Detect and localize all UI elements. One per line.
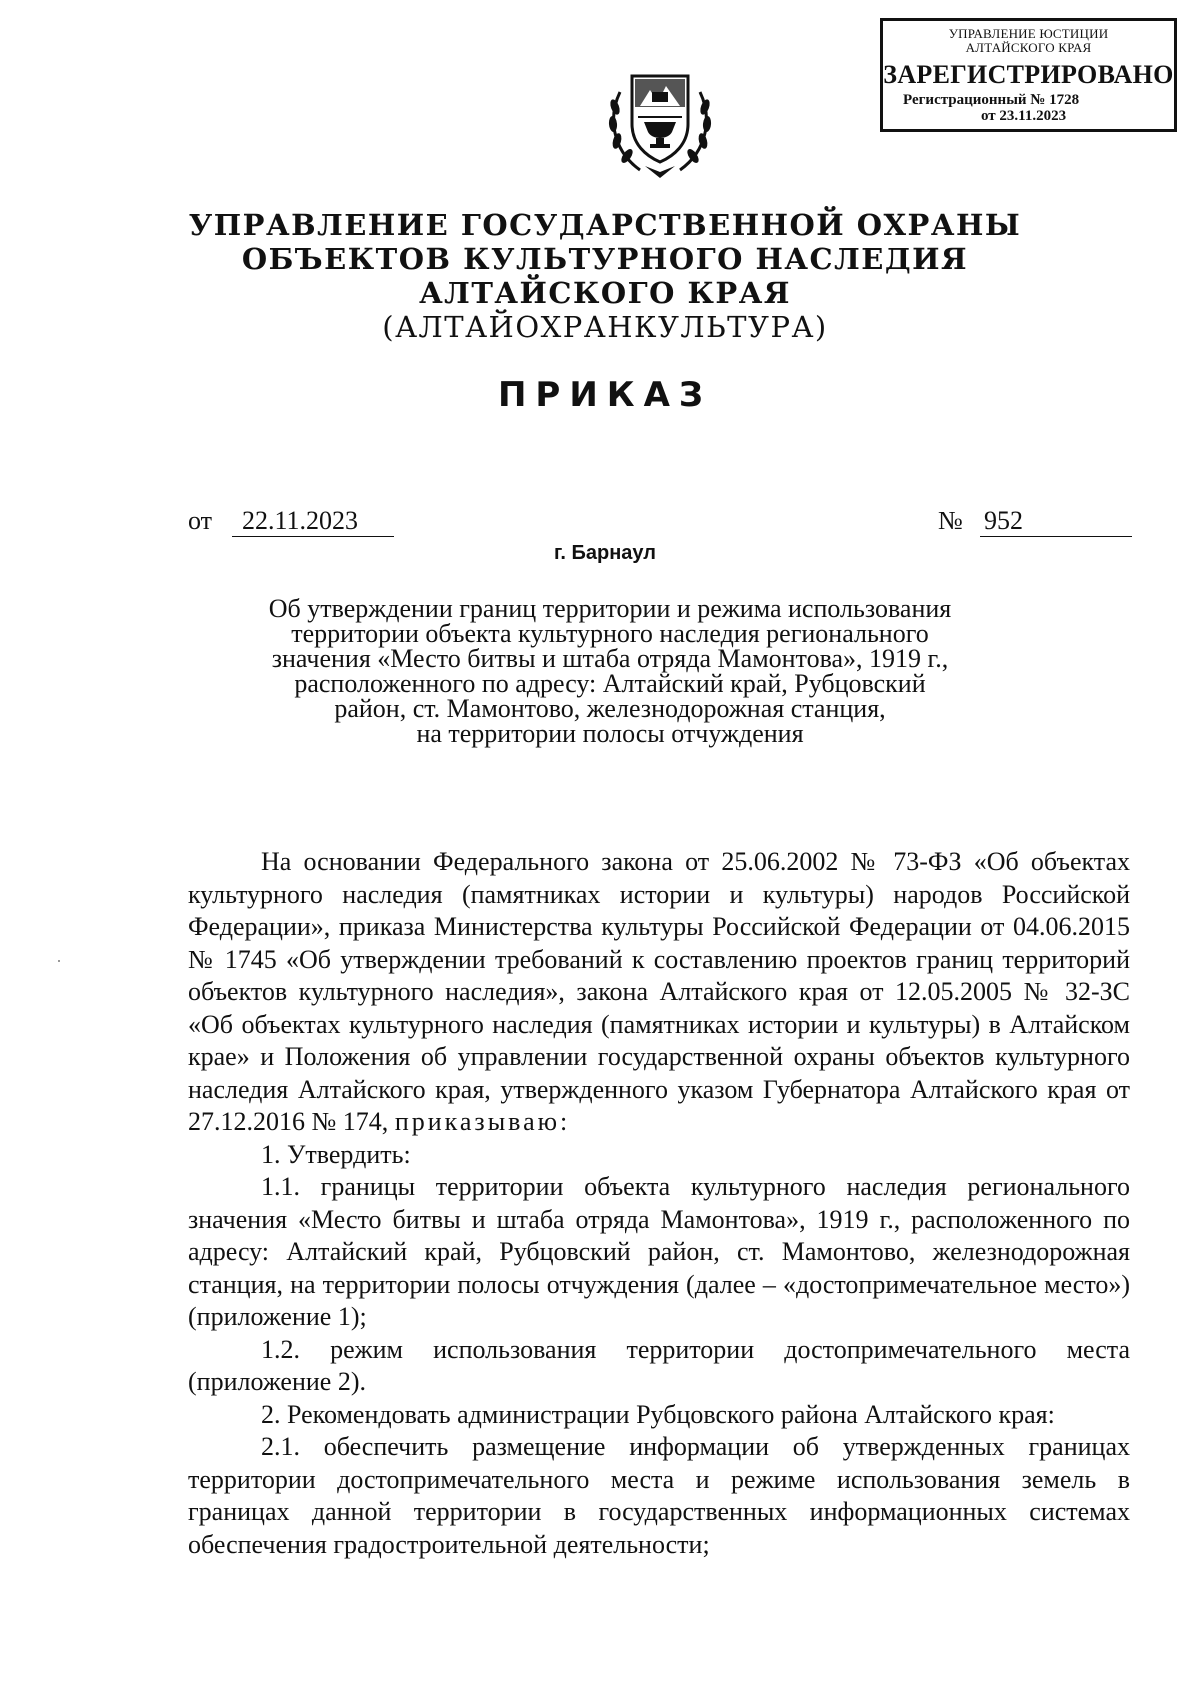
- document-subject: [250, 596, 970, 746]
- preamble-text: На основании Федерального закона от 25.06.2002 № 73-ФЗ «Об объектах культурного наследия (памятниках истории и культуры) народов Российской Федерации», приказа Министерства культуры Российской Федерации от 04.06.2015 № 1745 «Об утверждении требований к составлению проектов границ территорий объектов культурного наследия», закона Алтайского края от 12.05.2005 № 32-ЗС «Об объектах культурного наследия (памятниках истории и культуры) в Алтайском крае» и Положения об управлении государственной охраны объектов культурного наследия Алтайского края, утвержденного указом Губернатора Алтайского края от 27.12.2016 № 174,: [188, 847, 1130, 1136]
- scan-speck: [58, 960, 60, 962]
- order-word: приказываю:: [394, 1107, 571, 1136]
- coat-of-arms-icon: [600, 62, 720, 182]
- stamp-status: ЗАРЕГИСТРИРОВАНО: [883, 60, 1174, 89]
- date-prefix: от: [188, 506, 213, 535]
- stamp-org-line2: АЛТАЙСКОГО КРАЯ: [965, 40, 1092, 55]
- clause-1: 1. Утвердить:: [261, 1139, 411, 1169]
- city: г. Барнаул: [554, 542, 656, 564]
- registration-stamp: [880, 18, 1177, 132]
- subject-line: территории объекта культурного наследия регионального: [291, 619, 929, 648]
- stamp-reg-date: от 23.11.2023: [981, 108, 1067, 124]
- document-body: [188, 846, 1130, 1561]
- agency-title-line2: ОБЪЕКТОВ КУЛЬТУРНОГО НАСЛЕДИЯ: [241, 242, 969, 276]
- document-type: ПРИКАЗ: [497, 375, 713, 415]
- subject-line: Об утверждении границ территории и режима использования: [268, 594, 952, 623]
- subject-line: значения «Место битвы и штаба отряда Мамонтова», 1919 г.,: [271, 644, 949, 673]
- clause-2-1: 2.1. обеспечить размещение информации об утвержденных границах территории достопримечательного места и режиме использования земель в границах данной территории в государственных информационных системах обеспечения градостроительной деятельности;: [188, 1432, 1130, 1559]
- agency-title-line1: УПРАВЛЕНИЕ ГОСУДАРСТВЕННОЙ ОХРАНЫ: [188, 208, 1022, 242]
- stamp-reg-number: Регистрационный № 1728: [903, 92, 1080, 108]
- subject-line: район, ст. Мамонтово, железнодорожная станция,: [334, 694, 886, 723]
- clause-2: 2. Рекомендовать администрации Рубцовского района Алтайского края:: [261, 1399, 1055, 1429]
- preamble-paragraph: [188, 846, 1130, 1139]
- clause-1-2: 1.2. режим использования территории достопримечательного места (приложение 2).: [188, 1334, 1130, 1396]
- number-prefix: №: [938, 506, 963, 535]
- subject-line: на территории полосы отчуждения: [416, 719, 804, 748]
- subject-line: расположенного по адресу: Алтайский край, Рубцовский: [294, 669, 926, 698]
- document-date: 22.11.2023: [232, 506, 394, 537]
- agency-short-name: (АЛТАЙОХРАНКУЛЬТУРА): [382, 310, 828, 344]
- stamp-org-line1: УПРАВЛЕНИЕ ЮСТИЦИИ: [948, 26, 1109, 41]
- clause-1-1: 1.1. границы территории объекта культурного наследия регионального значения «Место битвы и штаба отряда Мамонтова», 1919 г., расположенного по адресу: Алтайский край, Рубцовский район, ст. Мамонтово, железнодорожная станция, на территории полосы отчуждения (далее – «достопримечательное место») (приложение 1);: [188, 1172, 1130, 1331]
- document-number: 952: [980, 506, 1132, 537]
- agency-title: [0, 208, 1200, 310]
- agency-title-line3: АЛТАЙСКОГО КРАЯ: [419, 276, 791, 310]
